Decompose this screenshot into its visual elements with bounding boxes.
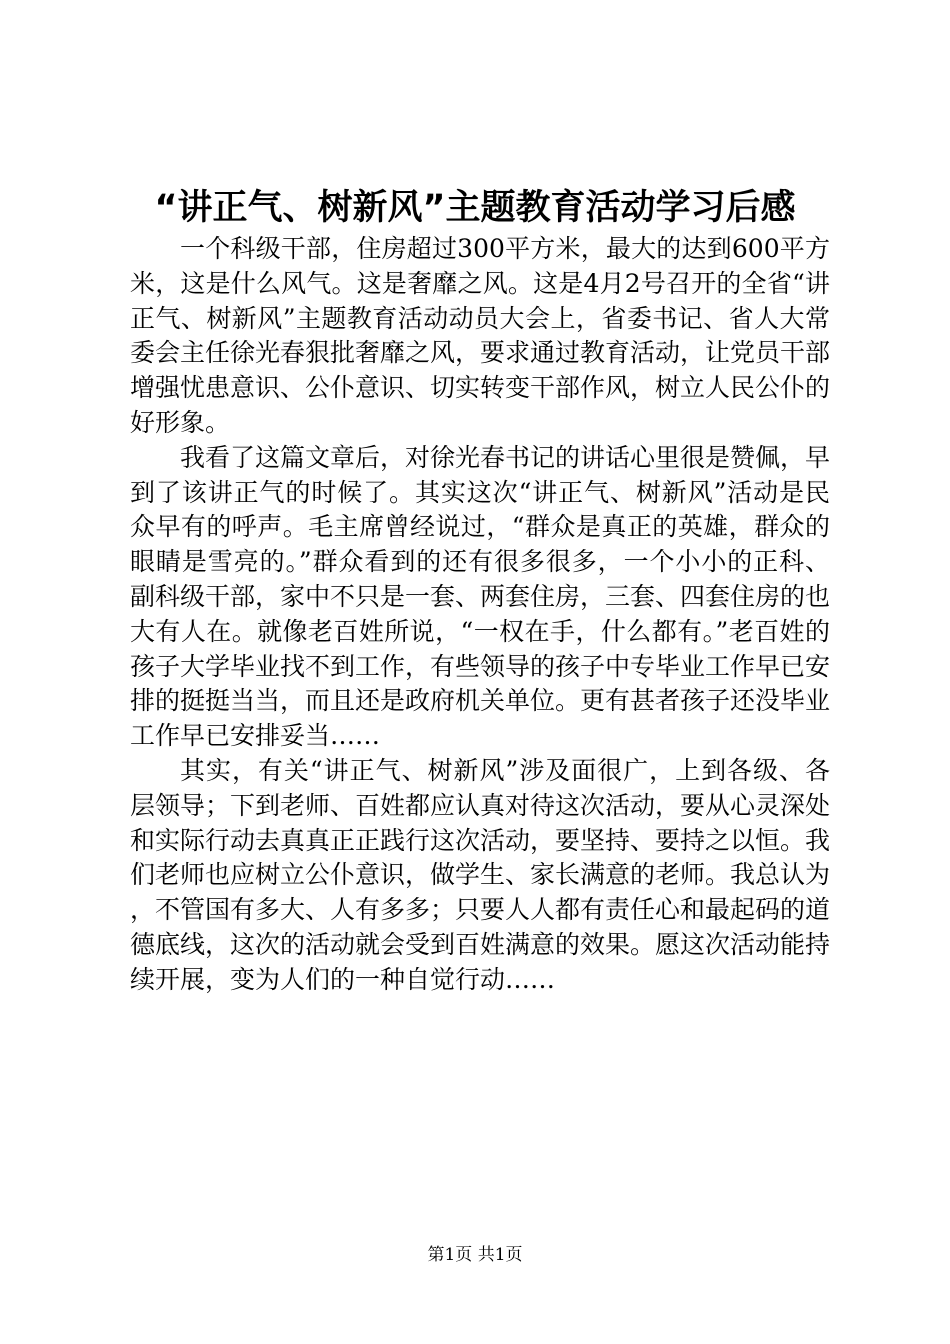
paragraph-3: 其实，有关“讲正气、树新风”涉及面很广，上到各级、各层领导；下到老师、百姓都应认真对待这次活动，要从心灵深处和实际行动去真真正正践行这次活动，要坚持、要持之以恒。我们老师也应树立公仆意识，做学生、家长满意的老师。我总认为，不管国有多大、人有多多；只要人人都有责任心和最起码的道德底线，这次的活动就会受到百姓满意的效果。愿这次活动能持续开展，变为人们的一种自觉行动…… [130, 755, 831, 994]
paragraph-1: 一个科级干部，住房超过300平方米，最大的达到600平方米，这是什么风气。这是奢靡之风。这是4月2号召开的全省“讲正气、树新风”主题教育活动动员大会上，省委书记、省人大常委会主任徐光春狠批奢靡之风，要求通过教育活动，让党员干部增强忧患意识、公仆意识、切实转变干部作风，树立人民公仆的好形象。 [130, 234, 831, 437]
document-body [130, 232, 830, 998]
paragraph-2: 我看了这篇文章后，对徐光春书记的讲话心里很是赞佩，早到了该讲正气的时候了。其实这次“讲正气、树新风”活动是民众早有的呼声。毛主席曾经说过，“群众是真正的英雄，群众的眼睛是雪亮的。”群众看到的还有很多很多，一个小小的正科、副科级干部，家中不只是一套、两套住房，三套、四套住房的也大有人在。就像老百姓所说，“一权在手，什么都有。”老百姓的孩子大学毕业找不到工作，有些领导的孩子中专毕业工作早已安排的挺挺当当，而且还是政府机关单位。更有甚者孩子还没毕业工作早已安排妥当…… [130, 442, 831, 751]
document-title: “讲正气、树新风”主题教育活动学习后感 [154, 188, 796, 228]
page-number-footer: 第1页 共1页 [427, 1245, 523, 1265]
